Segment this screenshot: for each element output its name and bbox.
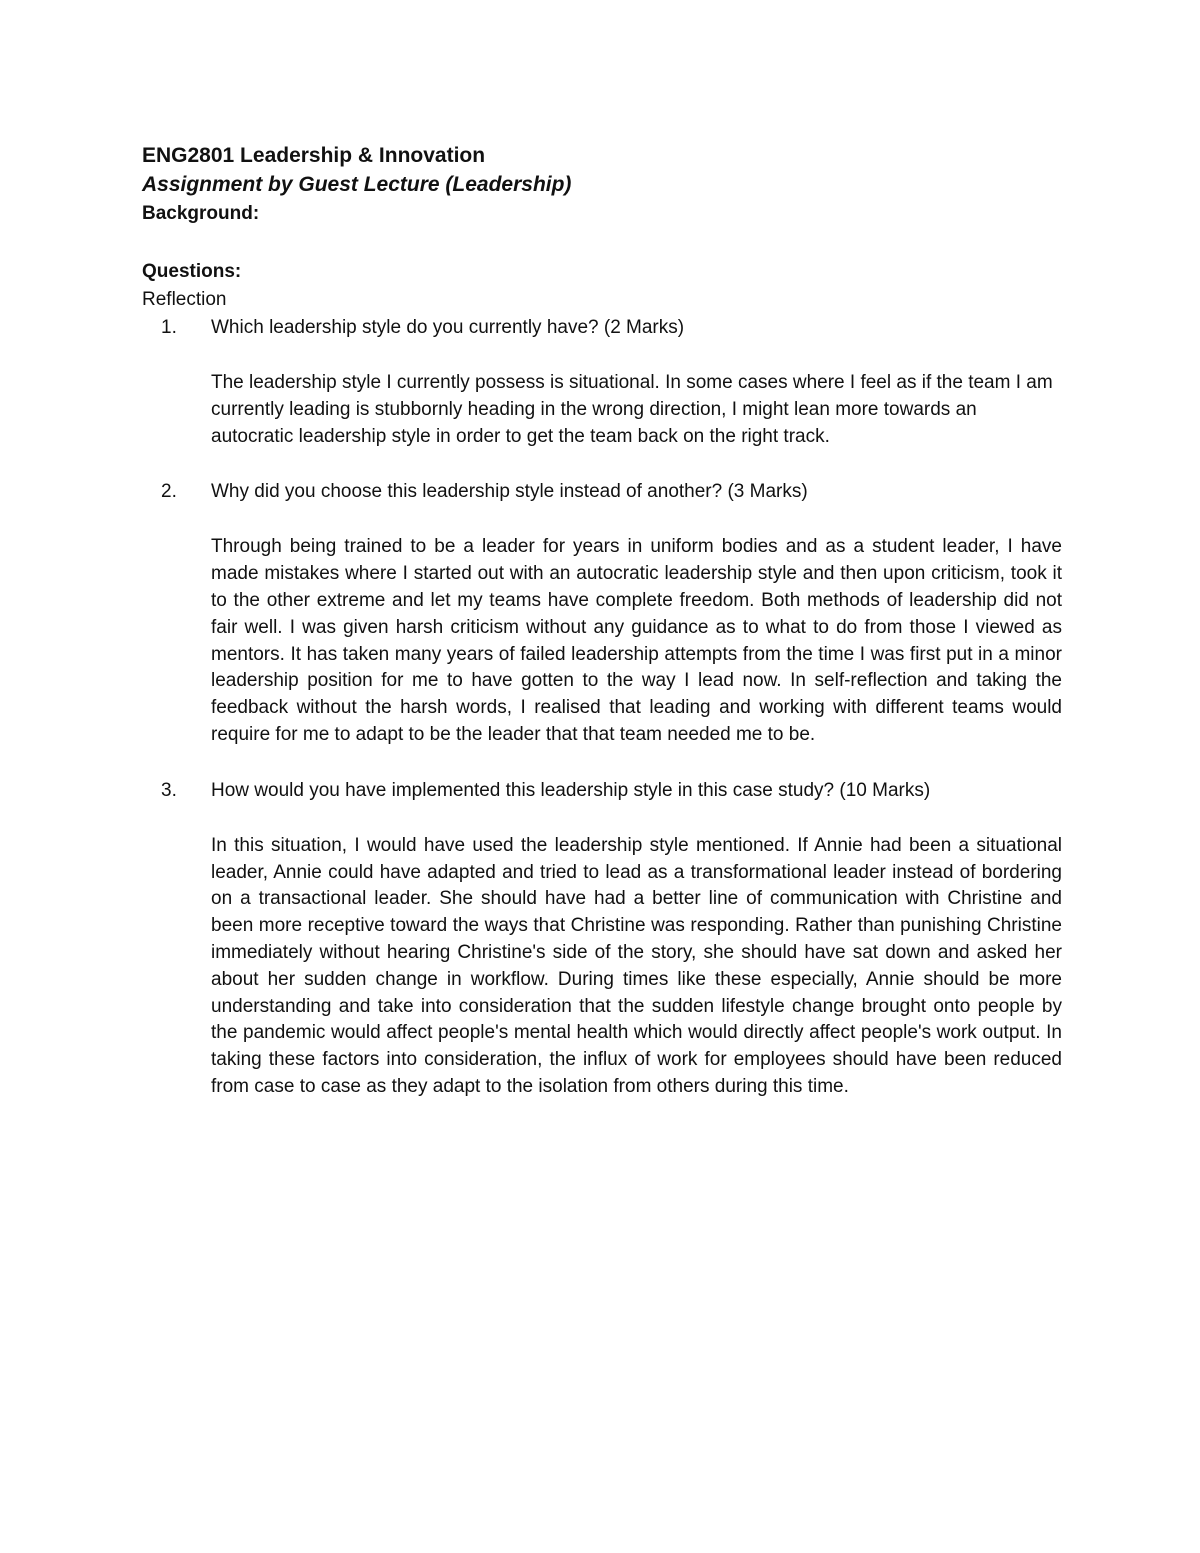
question-number: 2. [161,481,177,503]
course-title: ENG2801 Leadership & Innovation [142,144,486,167]
background-heading: Background: [142,203,260,224]
questions-heading: Questions: [142,261,242,282]
question-item [142,777,1062,1101]
document-content [142,142,1062,1101]
answer-text: Through being trained to be a leader for years in uniform bodies and as a student leader, I have made mistakes where I started out with an autocratic leadership style and then upon criticism, took it to the other extreme and let my teams have complete freedom. Both methods of leadership did not fair well. I was given harsh criticism without any guidance as to what to do from those I viewed as mentors. It has taken many years of failed leadership attempts from the time I was first put in a minor leadership position for me to have gotten to the way I lead now. In self-reflection and taking the feedback without the harsh words, I realised that leading and working with different teams would require for me to adapt to be the leader that that team needed me to be. [211,536,1062,745]
question-list [142,314,1062,1101]
question-item [142,478,1062,776]
answer-text: In this situation, I would have used the leadership style mentioned. If Annie had been a situational leader, Annie could have adapted and tried to lead as a transformational leader instead of bordering on a transactional leader. She should have had a better line of communication with Christine and been more receptive toward the ways that Christine was responding. Rather than punishing Christine immediately without hearing Christine's side of the story, she should have sat down and asked her about her sudden change in workflow. During times like these especially, Annie should be more understanding and take into consideration that the sudden lifestyle change brought onto people by the pandemic would affect people's mental health which would directly affect people's work output. In taking these factors into consideration, the influx of work for employees should have been reduced from case to case as they adapt to the isolation from others during this time. [211,834,1062,1097]
answer-text: The leadership style I currently possess is situational. In some cases where I feel as if the team I am currently leading is stubbornly heading in the wrong direction, I might lean more towards an autocratic leadership style in order to get the team back on the right track. [211,372,1053,447]
question-gap [211,749,1062,777]
question-number: 1. [161,317,177,338]
question-gap [211,450,1062,478]
question-text: Why did you choose this leadership style instead of another? (3 Marks) [211,481,808,503]
question-number: 3. [161,779,177,801]
assignment-title: Assignment by Guest Lecture (Leadership) [142,173,572,196]
question-item [142,314,1062,478]
question-text: How would you have implemented this leadership style in this case study? (10 Marks) [211,779,931,801]
reflection-label: Reflection [142,289,227,310]
spacer [142,228,1062,258]
question-text: Which leadership style do you currently have? (2 Marks) [211,317,685,338]
